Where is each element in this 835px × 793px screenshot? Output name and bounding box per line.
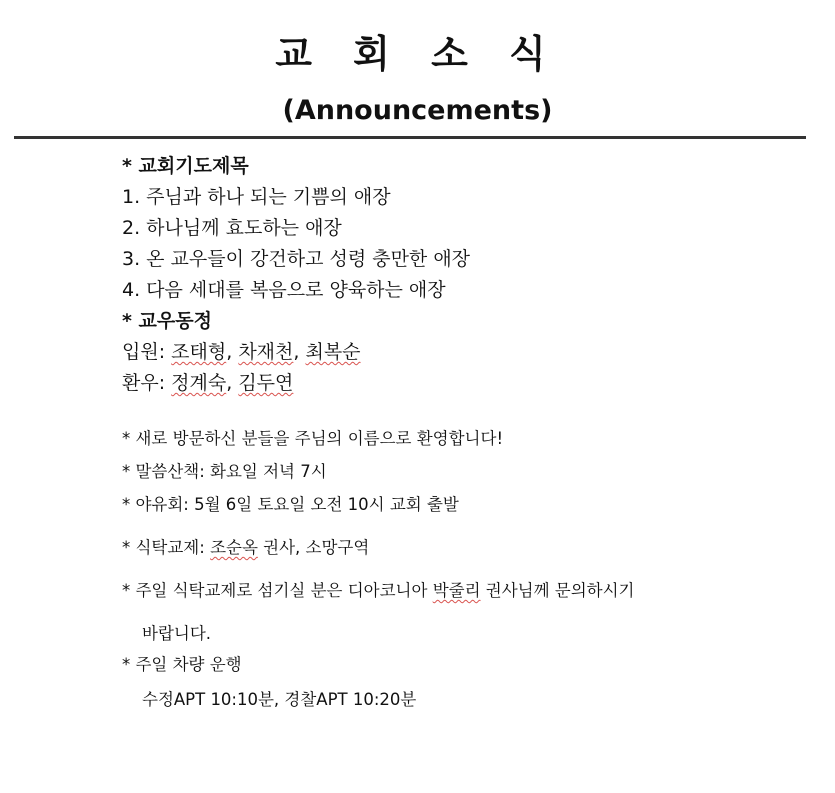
prayer-item-2: 2. 하나님께 효도하는 애장 xyxy=(122,217,342,239)
meal-prefix: * 식탁교제: xyxy=(122,538,211,557)
prayer-item-3: 3. 온 교우들이 강건하고 성령 충만한 애장 xyxy=(122,248,471,270)
meal-name: 조순옥 xyxy=(210,538,258,557)
meal-suffix: 권사, 소망구역 xyxy=(257,538,370,557)
vehicle-times: 수정APT 10:10분, 경찰APT 10:20분 xyxy=(142,690,417,709)
vehicle-heading: * 주일 차량 운행 xyxy=(122,655,242,674)
member-name: 김두연 xyxy=(238,372,294,394)
meal-notice xyxy=(122,533,369,563)
member-name: 최복순 xyxy=(305,341,361,363)
inquiry-suffix: 권사님께 문의하시기 xyxy=(480,581,635,600)
hospital-label: 입원: xyxy=(122,341,172,363)
sick-line xyxy=(122,368,293,398)
bible-walk-notice: * 말씀산책: 화요일 저녁 7시 xyxy=(122,462,327,481)
inquiry-prefix: * 주일 식탁교제로 섬기실 분은 디아코니아 xyxy=(122,581,433,600)
members-heading: * 교우동정 xyxy=(122,310,212,332)
welcome-notice: * 새로 방문하신 분들을 주님의 이름으로 환영합니다! xyxy=(122,429,504,448)
inquiry-name: 박줄리 xyxy=(432,581,481,600)
member-name: 차재천 xyxy=(238,341,294,363)
prayer-item-4: 4. 다음 세대를 복음으로 양육하는 애장 xyxy=(122,279,446,301)
hospital-line xyxy=(122,337,361,367)
sick-label: 환우: xyxy=(122,372,172,394)
prayer-item-1: 1. 주님과 하나 되는 기쁨의 애장 xyxy=(122,186,391,208)
page-subtitle: (Announcements) xyxy=(282,95,553,126)
name-separator: , xyxy=(226,341,239,363)
member-name: 조태형 xyxy=(171,341,227,363)
prayer-heading: * 교회기도제목 xyxy=(122,155,249,177)
picnic-notice: * 야유회: 5월 6일 토요일 오전 10시 교회 출발 xyxy=(122,495,459,514)
name-separator: , xyxy=(293,341,306,363)
name-separator: , xyxy=(226,372,239,394)
inquiry-notice xyxy=(122,576,634,606)
inquiry-continuation: 바랍니다. xyxy=(142,624,212,643)
title-divider xyxy=(14,136,806,139)
member-name: 정계숙 xyxy=(171,372,227,394)
page-title: 교 회 소 식 xyxy=(275,32,560,76)
